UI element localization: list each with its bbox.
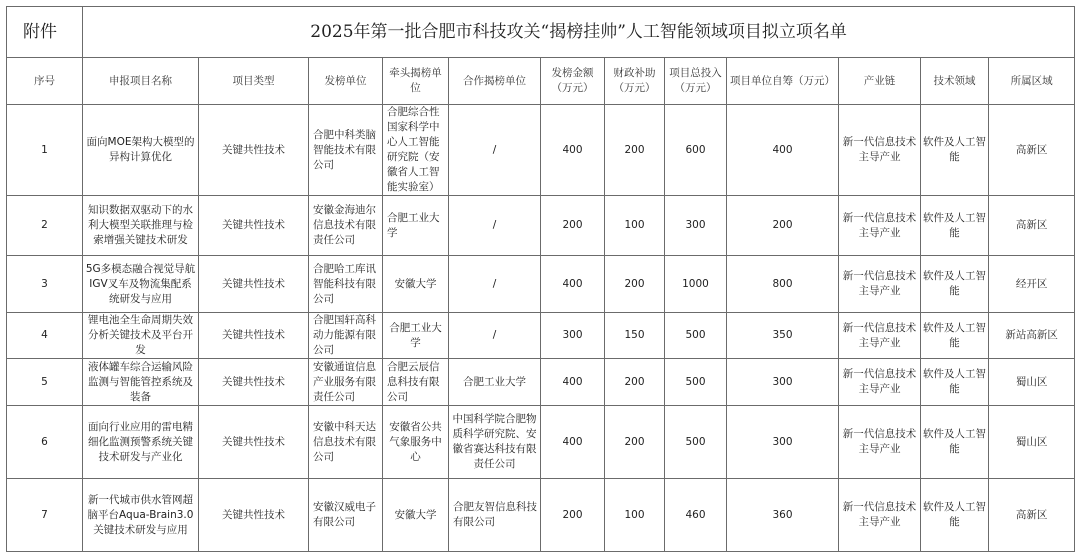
table-cell: 软件及人工智能 (921, 479, 989, 552)
table-cell: 新一代信息技术主导产业 (839, 406, 921, 479)
table-cell: 500 (665, 406, 727, 479)
table-cell: 400 (541, 406, 605, 479)
table-cell: 安徽省公共气象服务中心 (383, 406, 449, 479)
table-cell: 7 (7, 479, 83, 552)
table-cell: 安徽汉威电子有限公司 (309, 479, 383, 552)
header-cell: 所属区域 (989, 58, 1075, 105)
table-cell: 软件及人工智能 (921, 196, 989, 256)
table-cell: 新一代信息技术主导产业 (839, 359, 921, 406)
table-cell: 6 (7, 406, 83, 479)
table-row (7, 479, 1075, 552)
table-cell: 400 (727, 105, 839, 196)
table-cell: 安徽中科天达信息技术有限公司 (309, 406, 383, 479)
header-cell: 产业链 (839, 58, 921, 105)
table-cell: 关键共性技术 (199, 479, 309, 552)
table-cell: 高新区 (989, 479, 1075, 552)
table-row (7, 313, 1075, 359)
table-cell: 锂电池全生命周期失效分析关键技术及平台开发 (83, 313, 199, 359)
table-cell: / (449, 105, 541, 196)
header-cell: 申报项目名称 (83, 58, 199, 105)
table-cell: 关键共性技术 (199, 406, 309, 479)
table-cell: 3 (7, 256, 83, 313)
table-cell: 460 (665, 479, 727, 552)
table-cell: 1 (7, 105, 83, 196)
table-cell: 4 (7, 313, 83, 359)
table-cell: 安徽通谊信息产业服务有限责任公司 (309, 359, 383, 406)
header-cell: 发榜单位 (309, 58, 383, 105)
table-cell: 100 (605, 479, 665, 552)
table-cell: 800 (727, 256, 839, 313)
table-cell: / (449, 256, 541, 313)
table-cell: 新一代信息技术主导产业 (839, 105, 921, 196)
table-row (7, 105, 1075, 196)
header-cell: 项目总投入（万元） (665, 58, 727, 105)
table-cell: / (449, 313, 541, 359)
table-cell: 200 (605, 406, 665, 479)
table-cell: 5G多模态融合视觉导航IGV叉车及物流集配系统研发与应用 (83, 256, 199, 313)
table-cell: 400 (541, 256, 605, 313)
table-cell: 安徽大学 (383, 479, 449, 552)
table-cell: 150 (605, 313, 665, 359)
table-cell: 蜀山区 (989, 406, 1075, 479)
table-cell: 液体罐车综合运输风险监测与智能管控系统及装备 (83, 359, 199, 406)
header-cell: 序号 (7, 58, 83, 105)
header-cell: 技术领域 (921, 58, 989, 105)
project-table (6, 6, 1075, 552)
table-cell: 新一代信息技术主导产业 (839, 196, 921, 256)
table-cell: 300 (665, 196, 727, 256)
table-cell: 新一代信息技术主导产业 (839, 256, 921, 313)
table-cell: 软件及人工智能 (921, 359, 989, 406)
table-cell: 安徽金海迪尔信息技术有限责任公司 (309, 196, 383, 256)
table-cell: 合肥工业大学 (449, 359, 541, 406)
table-cell: 面向行业应用的雷电精细化监测预警系统关键技术研发与产业化 (83, 406, 199, 479)
table-cell: 200 (605, 105, 665, 196)
header-row (7, 58, 1075, 105)
table-row (7, 406, 1075, 479)
table-cell: 300 (541, 313, 605, 359)
header-cell: 项目单位自筹（万元） (727, 58, 839, 105)
table-cell: 经开区 (989, 256, 1075, 313)
table-cell: 200 (541, 479, 605, 552)
table-cell: 安徽大学 (383, 256, 449, 313)
table-cell: 蜀山区 (989, 359, 1075, 406)
table-cell: 中国科学院合肥物质科学研究院、安徽省赛达科技有限责任公司 (449, 406, 541, 479)
table-cell: 合肥工业大学 (383, 196, 449, 256)
table-cell: 400 (541, 359, 605, 406)
table-cell: 软件及人工智能 (921, 105, 989, 196)
table-cell: 300 (727, 359, 839, 406)
table-cell: 软件及人工智能 (921, 313, 989, 359)
table-cell: 200 (727, 196, 839, 256)
table-cell: 1000 (665, 256, 727, 313)
table-cell: 高新区 (989, 105, 1075, 196)
table-cell: 新一代信息技术主导产业 (839, 479, 921, 552)
table-cell: 500 (665, 359, 727, 406)
table-cell: 500 (665, 313, 727, 359)
table-row (7, 359, 1075, 406)
table-cell: 100 (605, 196, 665, 256)
table-cell: 600 (665, 105, 727, 196)
table-cell: / (449, 196, 541, 256)
table-row (7, 256, 1075, 313)
header-cell: 财政补助（万元） (605, 58, 665, 105)
table-cell: 合肥工业大学 (383, 313, 449, 359)
table-cell: 200 (605, 256, 665, 313)
table-cell: 软件及人工智能 (921, 256, 989, 313)
table-cell: 关键共性技术 (199, 105, 309, 196)
table-cell: 200 (541, 196, 605, 256)
table-cell: 5 (7, 359, 83, 406)
header-cell: 合作揭榜单位 (449, 58, 541, 105)
table-cell: 200 (605, 359, 665, 406)
document-title: 2025年第一批合肥市科技攻关“揭榜挂帅”人工智能领域项目拟立项名单 (83, 7, 1075, 58)
table-cell: 关键共性技术 (199, 359, 309, 406)
header-cell: 牵头揭榜单位 (383, 58, 449, 105)
table-cell: 合肥中科类脑智能技术有限公司 (309, 105, 383, 196)
table-cell: 新一代信息技术主导产业 (839, 313, 921, 359)
title-row (7, 7, 1075, 58)
table-row (7, 196, 1075, 256)
table-cell: 新站高新区 (989, 313, 1075, 359)
annex-label: 附件 (7, 7, 83, 58)
table-cell: 关键共性技术 (199, 196, 309, 256)
table-cell: 关键共性技术 (199, 313, 309, 359)
table-cell: 软件及人工智能 (921, 406, 989, 479)
table-cell: 合肥友智信息科技有限公司 (449, 479, 541, 552)
table-cell: 高新区 (989, 196, 1075, 256)
table-cell: 360 (727, 479, 839, 552)
header-cell: 发榜金额（万元） (541, 58, 605, 105)
table-cell: 合肥国轩高科动力能源有限公司 (309, 313, 383, 359)
header-cell: 项目类型 (199, 58, 309, 105)
table-cell: 合肥哈工库讯智能科技有限公司 (309, 256, 383, 313)
table-cell: 关键共性技术 (199, 256, 309, 313)
table-cell: 合肥云辰信息科技有限公司 (383, 359, 449, 406)
table-cell: 知识数据双驱动下的水利大模型关联推理与检索增强关键技术研发 (83, 196, 199, 256)
table-cell: 400 (541, 105, 605, 196)
table-cell: 2 (7, 196, 83, 256)
table-cell: 合肥综合性国家科学中心人工智能研究院（安徽省人工智能实验室） (383, 105, 449, 196)
table-cell: 300 (727, 406, 839, 479)
table-cell: 新一代城市供水管网超脑平台Aqua-Brain3.0关键技术研发与应用 (83, 479, 199, 552)
table-cell: 350 (727, 313, 839, 359)
table-cell: 面向MOE架构大模型的异构计算优化 (83, 105, 199, 196)
